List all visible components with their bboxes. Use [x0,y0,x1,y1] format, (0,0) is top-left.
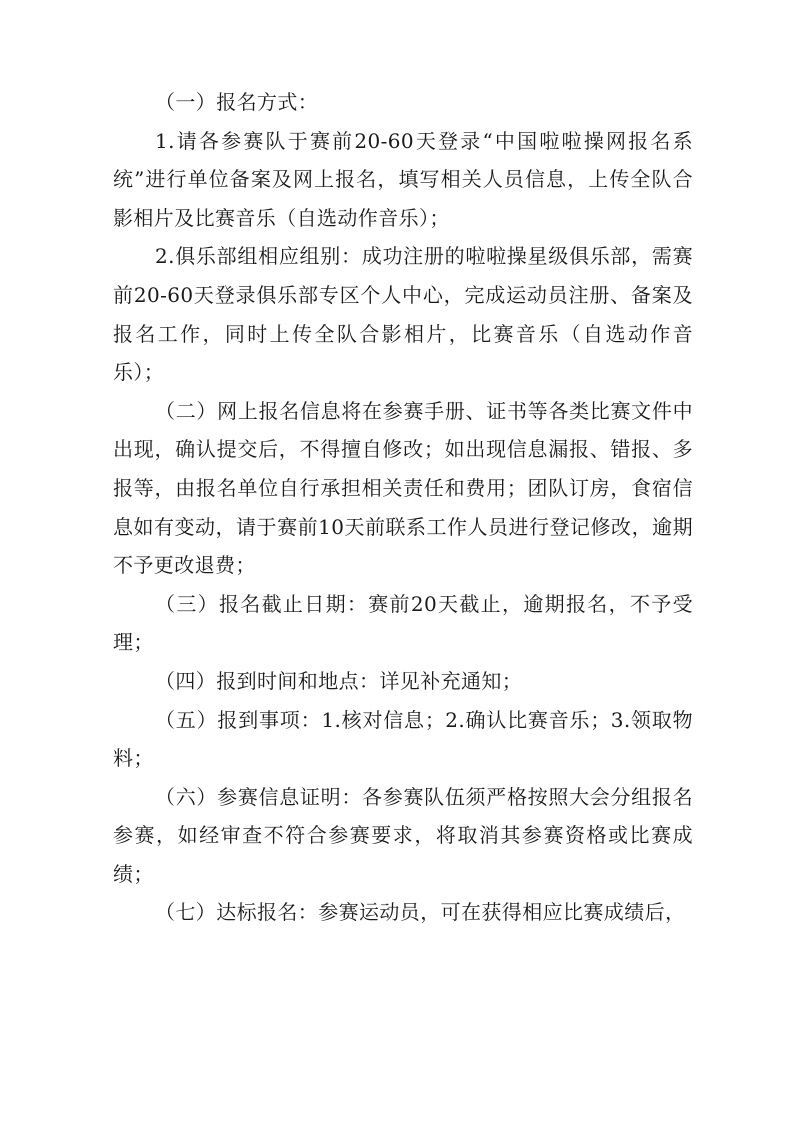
paragraph-item-1-online-registration: 1.请各参赛队于赛前20-60天登录“中国啦啦操网报名系统”进行单位备案及网上报名，填写相关人员信息，上传全队合影相片及比赛音乐（自选动作音乐）； [113,128,693,230]
paragraph-check-in-items: （五）报到事项：1.核对信息；2.确认比赛音乐；3.领取物料； [113,707,693,771]
paragraph-registration-method: （一）报名方式： [155,90,319,114]
paragraph-qualification-registration: （七）达标报名：参赛运动员，可在获得相应比赛成绩后， [155,900,686,925]
paragraph-check-in-time-place: （四）报到时间和地点：详见补充通知； [155,668,523,693]
paragraph-deadline: （三）报名截止日期：赛前20天截止，逾期报名，不予受理； [113,591,693,655]
paragraph-registration-info: （二）网上报名信息将在参赛手册、证书等各类比赛文件中出现，确认提交后，不得擅自修改；如出现信息漏报、错报、多报等，由报名单位自行承担相关责任和费用；团队订房，食宿信息如有变动，请于赛前10天前联系工作人员进行登记修改，逾期不予更改退费； [113,398,693,578]
document-body [113,83,693,932]
paragraph-item-2-club-group: 2.俱乐部组相应组别：成功注册的啦啦操星级俱乐部，需赛前20-60天登录俱乐部专区个人中心，完成运动员注册、备案及报名工作，同时上传全队合影相片，比赛音乐（自选动作音乐）； [113,244,693,385]
paragraph-eligibility-proof: （六）参赛信息证明：各参赛队伍须严格按照大会分组报名参赛，如经审查不符合参赛要求，将取消其参赛资格或比赛成绩； [113,784,693,886]
